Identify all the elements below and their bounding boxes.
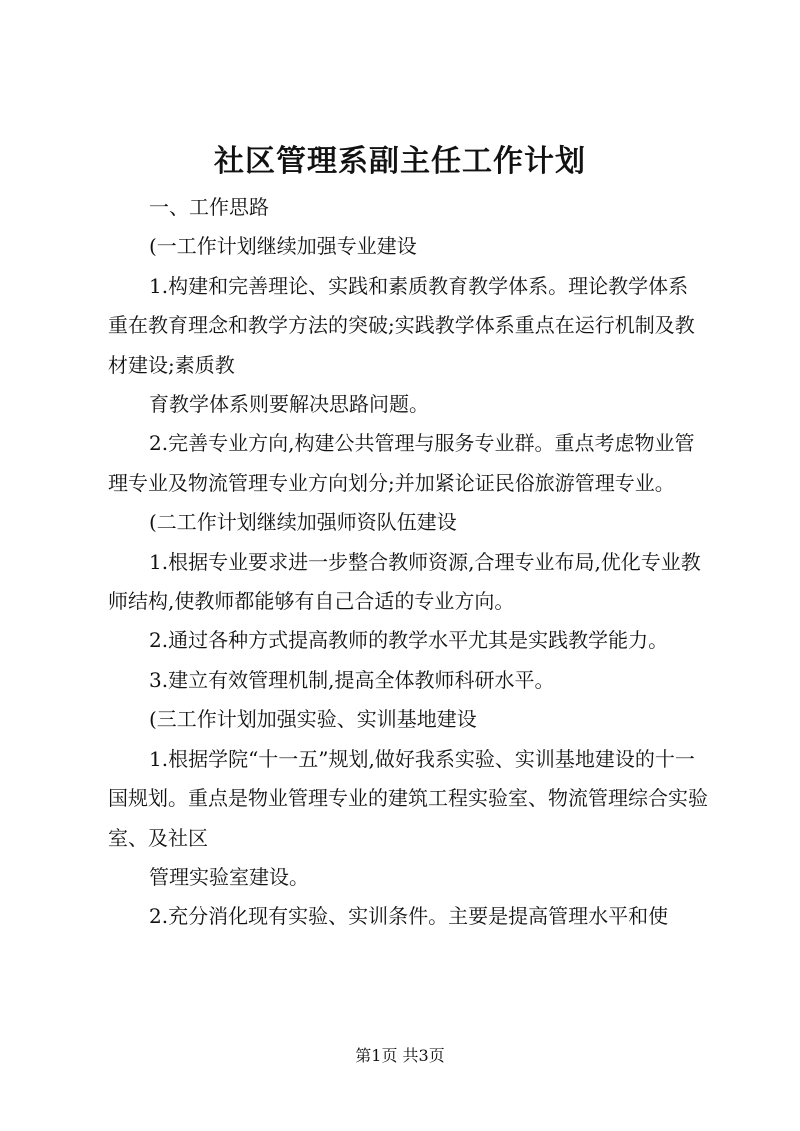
section-heading: 一、工作思路 [149, 195, 269, 219]
paragraph: 1.根据专业要求进一步整合教师资源,合理专业布局,优化专业教师结构,使教师都能够有自己合适的专业方向。 [108, 549, 701, 614]
subsection-heading: (二工作计划继续加强师资队伍建设 [149, 510, 457, 535]
document-title: 社区管理系副主任工作计划 [214, 144, 586, 179]
page-footer: 第1页 共3页 [355, 1046, 445, 1065]
document-body [108, 188, 708, 937]
paragraph: 2.完善专业方向,构建公共管理与服务专业群。重点考虑物业管理专业及物流管理专业方向划分;并加紧论证民俗旅游管理专业。 [108, 431, 695, 495]
paragraph-continuation: 育教学体系则要解决思路问题。 [149, 392, 429, 417]
subsection-heading: (一工作计划继续加强专业建设 [149, 234, 417, 259]
paragraph: 1.构建和完善理论、实践和素质教育教学体系。理论教学体系重在教育理念和教学方法的突破;实践教学体系重点在运行机制及教材建设;素质教 [108, 273, 695, 377]
paragraph: 2.通过各种方式提高教师的教学水平尤其是实践教学能力。 [149, 628, 669, 653]
paragraph: 3.建立有效管理机制,提高全体教师科研水平。 [149, 667, 555, 692]
paragraph: 2.充分消化现有实验、实训条件。主要是提高管理水平和使 [149, 904, 669, 929]
subsection-heading: (三工作计划加强实验、实训基地建设 [149, 707, 477, 732]
paragraph: 1.根据学院“十一五”规划,做好我系实验、实训基地建设的十一国规划。重点是物业管理专业的建筑工程实验室、物流管理综合实验室、及社区 [108, 746, 708, 850]
paragraph-continuation: 管理实验室建设。 [149, 864, 309, 889]
